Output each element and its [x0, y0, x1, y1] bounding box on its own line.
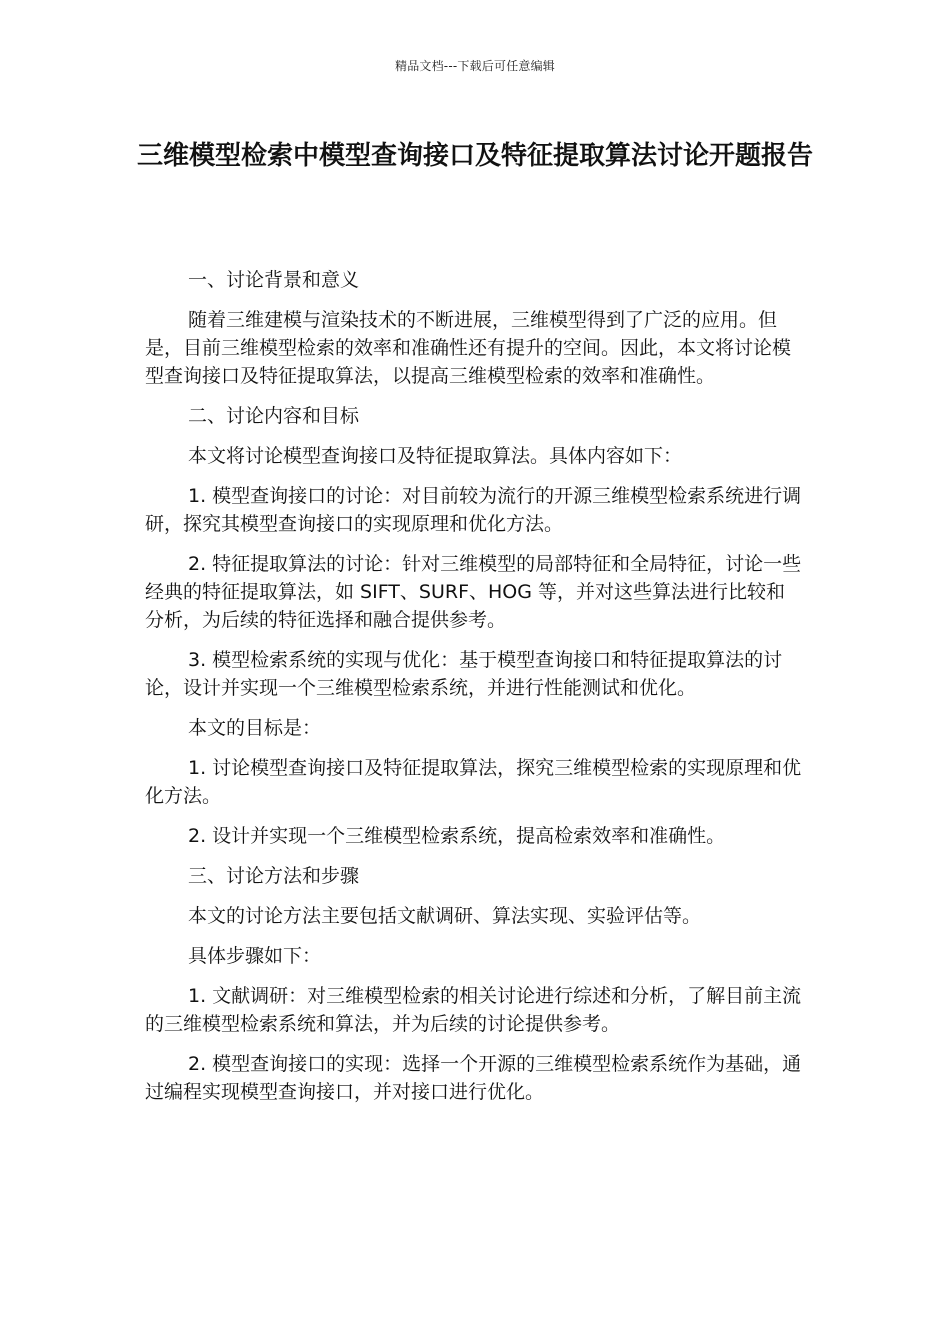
paragraph: 2. 设计并实现一个三维模型检索系统，提高检索效率和准确性。: [188, 825, 726, 847]
paragraph: 2. 模型查询接口的实现：选择一个开源的三维模型检索系统作为基础，通过编程实现模型查询接口，并对接口进行优化。: [145, 1053, 802, 1103]
paragraph: 3. 模型检索系统的实现与优化：基于模型查询接口和特征提取算法的讨论，设计并实现一个三维模型检索系统，并进行性能测试和优化。: [145, 649, 783, 699]
paragraph: 随着三维建模与渲染技术的不断进展，三维模型得到了广泛的应用。但是，目前三维模型检索的效率和准确性还有提升的空间。因此，本文将讨论模型查询接口及特征提取算法，以提高三维模型检索的效率和准确性。: [145, 309, 792, 387]
document-title: 三维模型检索中模型查询接口及特征提取算法讨论开题报告: [136, 141, 813, 171]
paragraph: 本文将讨论模型查询接口及特征提取算法。具体内容如下：: [188, 445, 683, 467]
section-heading: 三、讨论方法和步骤: [188, 865, 360, 887]
header-note: 精品文档---下载后可任意编辑: [395, 59, 555, 73]
paragraph: 本文的目标是：: [188, 717, 322, 739]
paragraph: 2. 特征提取算法的讨论：针对三维模型的局部特征和全局特征，讨论一些经典的特征提取算法，如 SIFT、SURF、HOG 等，并对这些算法进行比较和分析，为后续的特征选择和融合提供参考。: [145, 553, 802, 631]
section-heading: 二、讨论内容和目标: [188, 405, 360, 427]
paragraph: 具体步骤如下：: [188, 945, 322, 967]
paragraph: 本文的讨论方法主要包括文献调研、算法实现、实验评估等。: [188, 905, 702, 927]
paragraph: 1. 模型查询接口的讨论：对目前较为流行的开源三维模型检索系统进行调研，探究其模型查询接口的实现原理和优化方法。: [145, 485, 802, 535]
section-heading: 一、讨论背景和意义: [188, 269, 360, 291]
paragraph: 1. 讨论模型查询接口及特征提取算法，探究三维模型检索的实现原理和优化方法。: [145, 757, 802, 807]
document-body: [145, 266, 803, 1118]
paragraph: 1. 文献调研：对三维模型检索的相关讨论进行综述和分析，了解目前主流的三维模型检索系统和算法，并为后续的讨论提供参考。: [145, 985, 802, 1035]
